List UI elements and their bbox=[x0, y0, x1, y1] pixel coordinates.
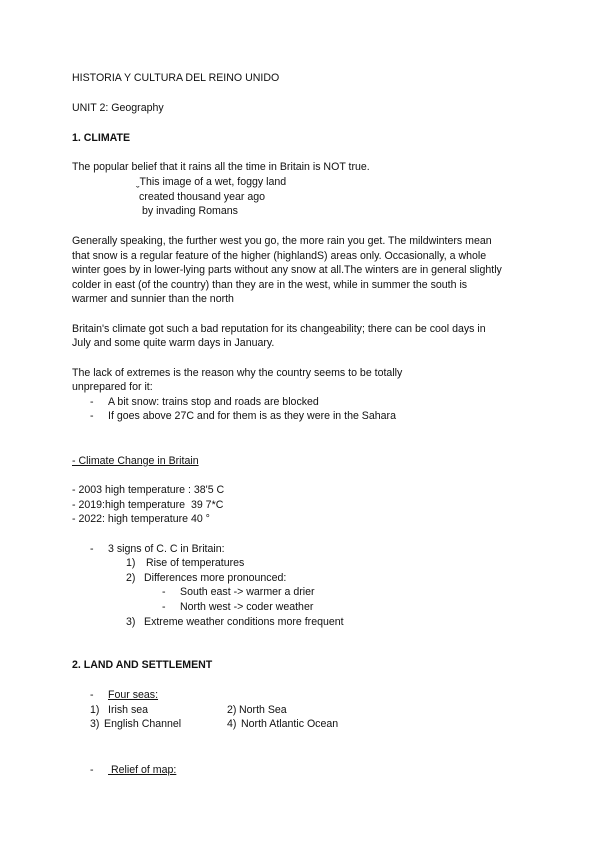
list-number: 1) bbox=[126, 557, 136, 569]
bullet-dash: - bbox=[90, 396, 94, 408]
list-item: North Sea bbox=[239, 704, 287, 716]
image-note-line: ˬThis image of a wet, foggy land bbox=[136, 176, 287, 188]
bullet-dash: - bbox=[90, 689, 94, 701]
list-item: If goes above 27C and for them is as they were in the Sahara bbox=[108, 410, 396, 422]
paragraph-line: unprepared for it: bbox=[72, 381, 153, 393]
belief-line: The popular belief that it rains all the time in Britain is NOT true. bbox=[72, 161, 370, 173]
bullet-dash: - bbox=[90, 764, 94, 776]
list-item: North west -> coder weather bbox=[180, 601, 314, 613]
unit-title: UNIT 2: Geography bbox=[72, 102, 164, 114]
list-item: Rise of temperatures bbox=[146, 557, 245, 569]
list-item: South east -> warmer a drier bbox=[180, 586, 315, 598]
section-heading-climate: 1. CLIMATE bbox=[72, 132, 131, 144]
seas-heading: Four seas: bbox=[108, 689, 159, 701]
list-number: 4) bbox=[227, 718, 237, 730]
list-item: Extreme weather conditions more frequent bbox=[144, 616, 344, 628]
bullet-dash: - bbox=[162, 586, 166, 598]
list-number: 3) bbox=[90, 718, 100, 730]
paragraph-line: that snow is a regular feature of the higher (highlandS) areas only. Occasionally, a whole bbox=[72, 250, 487, 262]
bullet-dash: - bbox=[90, 543, 94, 555]
paragraph-line: Britain's climate got such a bad reputation for its changeability; there can be cool days in bbox=[72, 323, 486, 335]
temperature-line: - 2022: high temperature 40 ° bbox=[72, 513, 210, 525]
temperature-line: - 2019:high temperature 39 7*C bbox=[72, 499, 224, 511]
list-item: North Atlantic Ocean bbox=[241, 718, 339, 730]
image-note-line: created thousand year ago bbox=[139, 191, 266, 203]
list-number: 2) bbox=[126, 572, 136, 584]
paragraph-line: The lack of extremes is the reason why the country seems to be totally bbox=[72, 367, 403, 379]
paragraph-line: winter goes by in lower-lying parts without any snow at all.The winters are in general slightly bbox=[72, 264, 502, 276]
list-number: 3) bbox=[126, 616, 136, 628]
temperature-line: - 2003 high temperature : 38'5 C bbox=[72, 484, 225, 496]
list-item: English Channel bbox=[104, 718, 182, 730]
paragraph-line: colder in east (of the country) than they are in the west, while in summer the south is bbox=[72, 279, 468, 291]
image-note-line: by invading Romans bbox=[139, 205, 238, 217]
signs-heading: 3 signs of C. C in Britain: bbox=[108, 543, 225, 555]
list-item: Irish sea bbox=[108, 704, 149, 716]
list-number: 1) bbox=[90, 704, 100, 716]
list-item: Differences more pronounced: bbox=[144, 572, 287, 584]
subheading-climate-change: - Climate Change in Britain bbox=[72, 455, 199, 467]
paragraph-line: Generally speaking, the further west you go, the more rain you get. The mildwinters mean bbox=[72, 235, 492, 247]
list-item: A bit snow: trains stop and roads are blocked bbox=[108, 396, 319, 408]
bullet-dash: - bbox=[162, 601, 166, 613]
relief-heading: Relief of map: bbox=[108, 764, 177, 776]
section-heading-land: 2. LAND AND SETTLEMENT bbox=[72, 659, 213, 671]
paragraph-line: warmer and sunnier than the north bbox=[72, 293, 234, 305]
list-number: 2) bbox=[227, 704, 237, 716]
bullet-dash: - bbox=[90, 410, 94, 422]
paragraph-line: July and some quite warm days in January. bbox=[72, 337, 275, 349]
course-title: HISTORIA Y CULTURA DEL REINO UNIDO bbox=[72, 72, 280, 84]
